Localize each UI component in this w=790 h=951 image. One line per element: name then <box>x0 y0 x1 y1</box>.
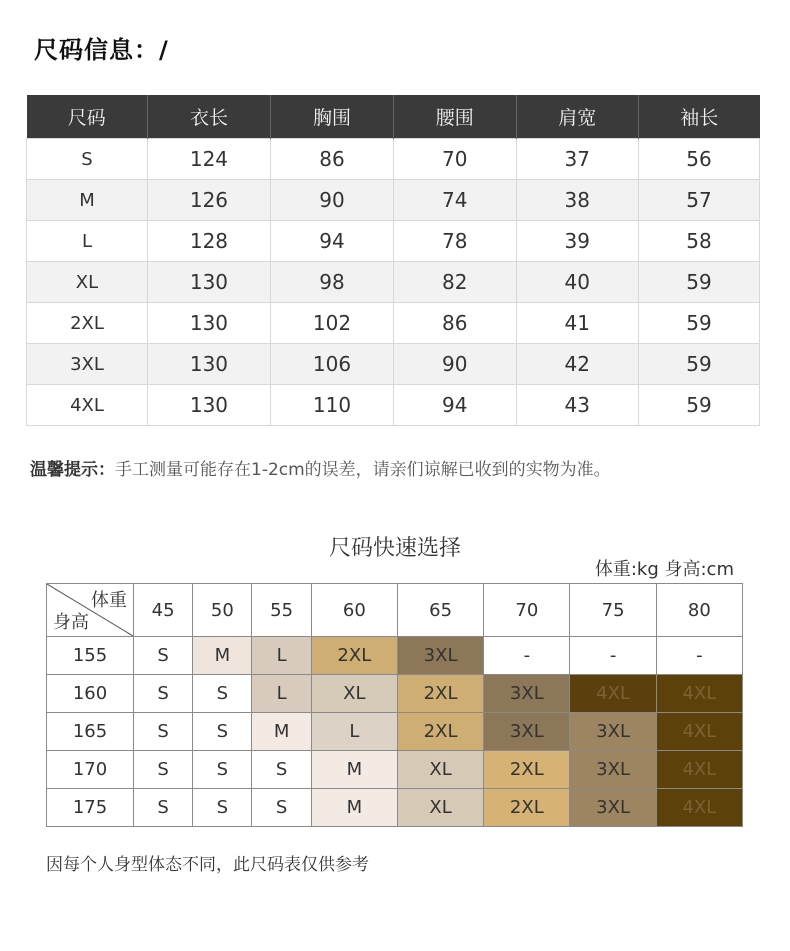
recommended-size-cell: M <box>311 789 397 827</box>
height-cell: 175 <box>47 789 134 827</box>
warm-tip <box>30 455 611 480</box>
measure-cell: 59 <box>639 344 760 385</box>
measure-cell: 74 <box>394 180 517 221</box>
measure-cell: 39 <box>516 221 639 262</box>
measure-cell: 110 <box>270 385 393 426</box>
size-cell: 3XL <box>27 344 148 385</box>
size-row <box>27 139 760 180</box>
measure-cell: 130 <box>147 344 270 385</box>
weight-header: 60 <box>311 584 397 637</box>
recommended-size-cell: 3XL <box>570 789 656 827</box>
weight-header: 50 <box>193 584 252 637</box>
measure-cell: 124 <box>147 139 270 180</box>
recommended-size-cell: L <box>252 637 311 675</box>
recommended-size-cell: 3XL <box>484 713 570 751</box>
size-row <box>27 385 760 426</box>
height-row <box>47 751 743 789</box>
measure-cell: 90 <box>394 344 517 385</box>
height-cell: 170 <box>47 751 134 789</box>
size-cell: 2XL <box>27 303 148 344</box>
recommended-size-cell: S <box>193 713 252 751</box>
size-info-table <box>26 95 760 426</box>
height-cell: 165 <box>47 713 134 751</box>
size-row <box>27 221 760 262</box>
measure-cell: 42 <box>516 344 639 385</box>
weight-header-row <box>47 584 743 637</box>
recommended-size-cell: S <box>252 789 311 827</box>
recommended-size-cell: S <box>193 675 252 713</box>
tip-text: 手工测量可能存在1-2cm的误差，请亲们谅解已收到的实物为准。 <box>115 460 611 480</box>
measure-cell: 90 <box>270 180 393 221</box>
size-row <box>27 262 760 303</box>
recommended-size-cell: 2XL <box>397 675 483 713</box>
weight-header: 80 <box>656 584 742 637</box>
recommended-size-cell: 4XL <box>656 713 742 751</box>
measure-cell: 102 <box>270 303 393 344</box>
weight-header: 55 <box>252 584 311 637</box>
recommended-size-cell: 2XL <box>484 789 570 827</box>
size-cell: XL <box>27 262 148 303</box>
recommended-size-cell: L <box>252 675 311 713</box>
column-header: 胸围 <box>270 95 393 139</box>
recommended-size-cell: S <box>134 751 193 789</box>
measure-cell: 56 <box>639 139 760 180</box>
recommended-size-cell: 4XL <box>656 675 742 713</box>
column-header: 衣长 <box>147 95 270 139</box>
height-axis-label: 身高 <box>53 612 89 633</box>
recommended-size-cell: XL <box>397 789 483 827</box>
quick-size-table <box>46 583 743 827</box>
corner-cell <box>47 584 134 637</box>
measure-cell: 78 <box>394 221 517 262</box>
recommended-size-cell: 3XL <box>570 713 656 751</box>
measure-cell: 106 <box>270 344 393 385</box>
weight-header: 70 <box>484 584 570 637</box>
page-title: 尺码信息：/ <box>34 36 169 64</box>
size-row <box>27 303 760 344</box>
column-header: 尺码 <box>27 95 148 139</box>
recommended-size-cell: 2XL <box>311 637 397 675</box>
measure-cell: 40 <box>516 262 639 303</box>
measure-cell: 94 <box>394 385 517 426</box>
recommended-size-cell: S <box>193 751 252 789</box>
recommended-size-cell: 3XL <box>397 637 483 675</box>
recommended-size-cell: L <box>311 713 397 751</box>
size-cell: S <box>27 139 148 180</box>
size-row <box>27 180 760 221</box>
measure-cell: 59 <box>639 303 760 344</box>
recommended-size-cell: S <box>193 789 252 827</box>
measure-cell: 58 <box>639 221 760 262</box>
height-row <box>47 675 743 713</box>
weight-header: 75 <box>570 584 656 637</box>
measure-cell: 130 <box>147 385 270 426</box>
size-cell: M <box>27 180 148 221</box>
recommended-size-cell: - <box>570 637 656 675</box>
measure-cell: 59 <box>639 385 760 426</box>
size-row <box>27 344 760 385</box>
measure-cell: 37 <box>516 139 639 180</box>
measure-cell: 94 <box>270 221 393 262</box>
recommended-size-cell: 3XL <box>570 751 656 789</box>
size-cell: L <box>27 221 148 262</box>
recommended-size-cell: M <box>311 751 397 789</box>
recommended-size-cell: - <box>656 637 742 675</box>
recommended-size-cell: 4XL <box>570 675 656 713</box>
measure-cell: 130 <box>147 303 270 344</box>
measure-cell: 98 <box>270 262 393 303</box>
quick-select-title: 尺码快速选择 <box>328 536 461 561</box>
measure-cell: 82 <box>394 262 517 303</box>
disclaimer-note: 因每个人身型体态不同，此尺码表仅供参考 <box>46 855 369 875</box>
recommended-size-cell: 4XL <box>656 751 742 789</box>
recommended-size-cell: XL <box>311 675 397 713</box>
measure-cell: 128 <box>147 221 270 262</box>
recommended-size-cell: S <box>252 751 311 789</box>
column-header: 袖长 <box>639 95 760 139</box>
weight-header: 65 <box>397 584 483 637</box>
recommended-size-cell: S <box>134 789 193 827</box>
height-row <box>47 789 743 827</box>
measure-cell: 59 <box>639 262 760 303</box>
measure-cell: 86 <box>394 303 517 344</box>
measure-cell: 57 <box>639 180 760 221</box>
size-table-header <box>27 95 760 139</box>
recommended-size-cell: M <box>193 637 252 675</box>
measure-cell: 130 <box>147 262 270 303</box>
recommended-size-cell: - <box>484 637 570 675</box>
height-row <box>47 713 743 751</box>
recommended-size-cell: M <box>252 713 311 751</box>
recommended-size-cell: 2XL <box>484 751 570 789</box>
recommended-size-cell: 2XL <box>397 713 483 751</box>
units-label: 体重:kg 身高:cm <box>594 559 734 580</box>
height-cell: 160 <box>47 675 134 713</box>
size-cell: 4XL <box>27 385 148 426</box>
measure-cell: 86 <box>270 139 393 180</box>
measure-cell: 43 <box>516 385 639 426</box>
recommended-size-cell: S <box>134 675 193 713</box>
column-header: 腰围 <box>394 95 517 139</box>
weight-header: 45 <box>134 584 193 637</box>
column-header: 肩宽 <box>516 95 639 139</box>
tip-label: 温馨提示： <box>30 460 115 480</box>
measure-cell: 41 <box>516 303 639 344</box>
measure-cell: 38 <box>516 180 639 221</box>
recommended-size-cell: 3XL <box>484 675 570 713</box>
recommended-size-cell: S <box>134 637 193 675</box>
recommended-size-cell: XL <box>397 751 483 789</box>
measure-cell: 70 <box>394 139 517 180</box>
measure-cell: 126 <box>147 180 270 221</box>
recommended-size-cell: 4XL <box>656 789 742 827</box>
recommended-size-cell: S <box>134 713 193 751</box>
height-row <box>47 637 743 675</box>
weight-axis-label: 体重 <box>91 590 127 611</box>
height-cell: 155 <box>47 637 134 675</box>
